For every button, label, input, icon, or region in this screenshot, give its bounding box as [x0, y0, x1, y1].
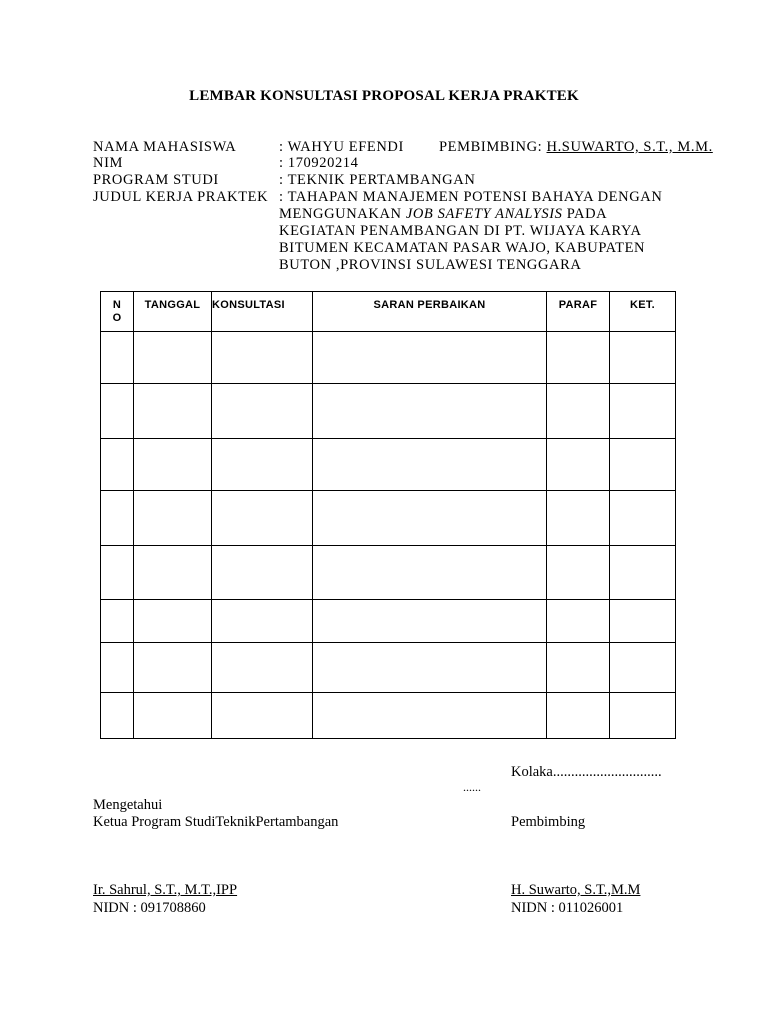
table-row: [101, 643, 676, 693]
table-cell[interactable]: [610, 384, 676, 439]
table-cell[interactable]: [313, 439, 547, 491]
table-cell[interactable]: [547, 546, 610, 600]
header-tanggal: TANGGAL: [134, 292, 212, 332]
program-studi-value: : TEKNIK PERTAMBANGAN: [279, 172, 476, 188]
judul-line-2-italic: JOB SAFETY ANALYSIS: [405, 206, 563, 222]
ketua-prodi-label: Ketua Program StudiTeknikPertambangan: [93, 814, 339, 830]
table-cell[interactable]: [134, 491, 212, 546]
pembimbing-field: [439, 139, 713, 156]
table-cell[interactable]: [101, 439, 134, 491]
table-cell[interactable]: [212, 693, 313, 739]
table-cell[interactable]: [610, 600, 676, 643]
table-row: [101, 384, 676, 439]
table-cell[interactable]: [101, 643, 134, 693]
table-cell[interactable]: [212, 600, 313, 643]
table-row: [101, 600, 676, 643]
header-no-line-1: N: [112, 299, 122, 311]
header-no: [101, 292, 134, 332]
table-cell[interactable]: [313, 384, 547, 439]
nama-mahasiswa-label: NAMA MAHASISWA: [93, 139, 237, 155]
table-cell[interactable]: [610, 546, 676, 600]
table-cell[interactable]: [547, 693, 610, 739]
table-row: [101, 693, 676, 739]
header-saran-perbaikan: SARAN PERBAIKAN: [313, 292, 547, 332]
mengetahui-label: Mengetahui: [93, 797, 163, 813]
header-ket: KET.: [610, 292, 676, 332]
ketua-prodi-name: Ir. Sahrul, S.T., M.T.,IPP: [93, 882, 238, 898]
place-date: Kolaka..............................: [511, 764, 662, 780]
table-cell[interactable]: [547, 384, 610, 439]
table-cell[interactable]: [313, 491, 547, 546]
judul-label: JUDUL KERJA PRAKTEK: [93, 189, 269, 205]
table-cell[interactable]: [610, 491, 676, 546]
program-studi-label: PROGRAM STUDI: [93, 172, 219, 188]
table-cell[interactable]: [313, 546, 547, 600]
table-cell[interactable]: [134, 439, 212, 491]
table-row: [101, 332, 676, 384]
judul-line-1: : TAHAPAN MANAJEMEN POTENSI BAHAYA DENGAN: [279, 189, 663, 205]
judul-line-4: BITUMEN KECAMATAN PASAR WAJO, KABUPATEN: [279, 240, 646, 256]
table-cell[interactable]: [313, 332, 547, 384]
judul-line-2-pre: MENGGUNAKAN: [279, 206, 406, 222]
table-header-row: [101, 292, 676, 332]
header-no-line-2: O: [112, 312, 122, 324]
pembimbing-value: H.SUWARTO, S.T., M.M.: [546, 139, 713, 155]
table-cell[interactable]: [134, 643, 212, 693]
table-cell[interactable]: [547, 491, 610, 546]
pembimbing-label: PEMBIMBING:: [439, 139, 543, 155]
table-cell[interactable]: [547, 332, 610, 384]
table-row: [101, 491, 676, 546]
table-cell[interactable]: [547, 439, 610, 491]
table-cell[interactable]: [134, 693, 212, 739]
table-cell[interactable]: [212, 491, 313, 546]
nim-label: NIM: [93, 155, 123, 171]
pembimbing-nidn: NIDN : 011026001: [511, 900, 624, 916]
judul-line-2-post: PADA: [562, 206, 608, 222]
consultation-table: [100, 291, 676, 739]
header-paraf: PARAF: [547, 292, 610, 332]
table-row: [101, 546, 676, 600]
ketua-prodi-nidn: NIDN : 091708860: [93, 900, 206, 916]
judul-line-3: KEGIATAN PENAMBANGAN DI PT. WIJAYA KARYA: [279, 223, 642, 239]
table-row: [101, 439, 676, 491]
table-cell[interactable]: [101, 693, 134, 739]
place-date-continuation: ......: [463, 780, 481, 794]
table-cell[interactable]: [134, 546, 212, 600]
table-cell[interactable]: [610, 643, 676, 693]
table-cell[interactable]: [212, 546, 313, 600]
nim-value: : 170920214: [279, 155, 359, 171]
table-cell[interactable]: [134, 600, 212, 643]
table-cell[interactable]: [212, 643, 313, 693]
table-cell[interactable]: [101, 600, 134, 643]
pembimbing-name: H. Suwarto, S.T.,M.M: [511, 882, 641, 898]
table-cell[interactable]: [101, 546, 134, 600]
table-cell[interactable]: [547, 643, 610, 693]
table-cell[interactable]: [212, 439, 313, 491]
table-cell[interactable]: [212, 384, 313, 439]
table-cell[interactable]: [212, 332, 313, 384]
table-cell[interactable]: [547, 600, 610, 643]
table-cell[interactable]: [313, 693, 547, 739]
judul-line-2: [279, 206, 607, 223]
header-konsultasi: KONSULTASI: [212, 292, 313, 332]
table-cell[interactable]: [101, 332, 134, 384]
table-cell[interactable]: [134, 332, 212, 384]
table-cell[interactable]: [610, 693, 676, 739]
pembimbing-signature-label: Pembimbing: [511, 814, 586, 830]
table-cell[interactable]: [610, 332, 676, 384]
table-cell[interactable]: [101, 491, 134, 546]
table-cell[interactable]: [134, 384, 212, 439]
table-cell[interactable]: [610, 439, 676, 491]
table-cell[interactable]: [313, 600, 547, 643]
document-title: LEMBAR KONSULTASI PROPOSAL KERJA PRAKTEK: [189, 88, 579, 104]
nama-mahasiswa-value: : WAHYU EFENDI: [279, 139, 404, 155]
judul-line-5: BUTON ,PROVINSI SULAWESI TENGGARA: [279, 257, 582, 273]
table-cell[interactable]: [313, 643, 547, 693]
table-cell[interactable]: [101, 384, 134, 439]
